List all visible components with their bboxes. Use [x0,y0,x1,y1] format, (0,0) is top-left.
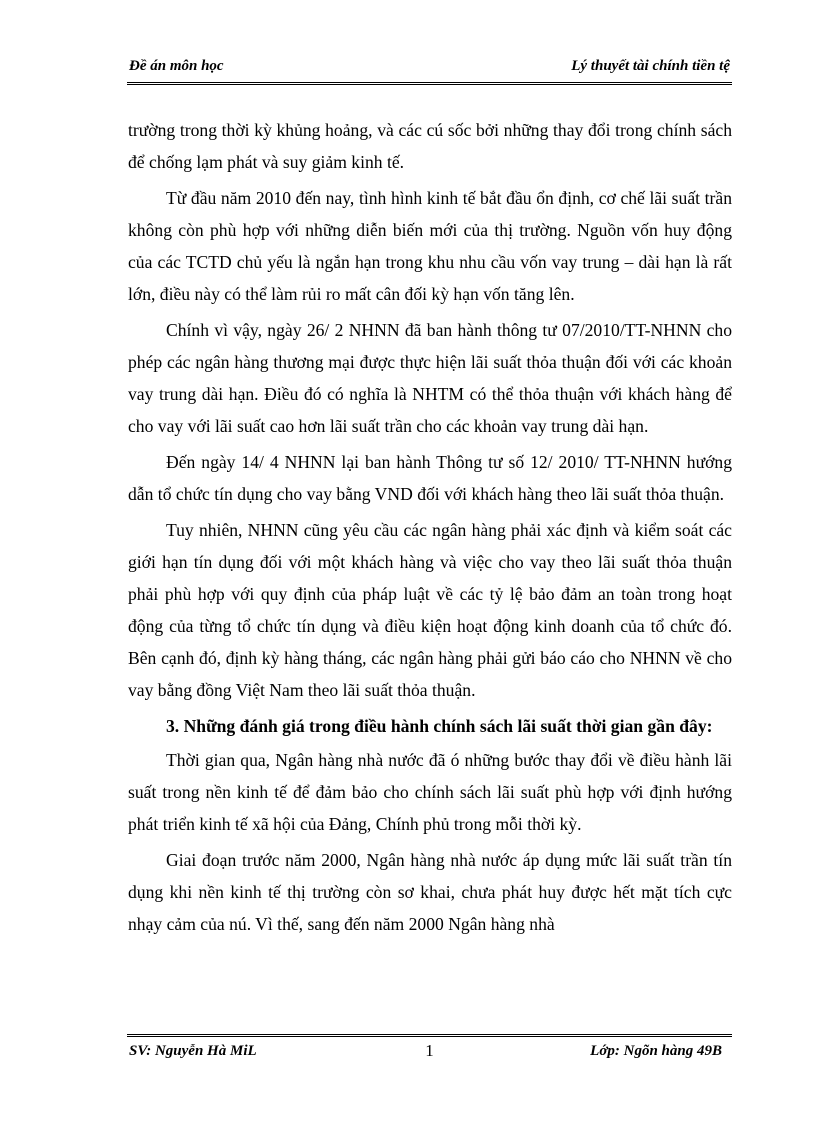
page-footer [127,1034,732,1065]
page-number: 1 [425,1041,434,1060]
section-heading: 3. Những đánh giá trong điều hành chính sách lãi suất thời gian gần đây: [166,716,713,736]
document-body [128,114,732,944]
footer-class-name: Lớp: Ngõn hàng 49B [590,1043,722,1059]
paragraph: Tuy nhiên, NHNN cũng yêu cầu các ngân hàng phải xác định và kiểm soát các giới hạn tín dụng đối với một khách hàng và việc cho vay theo lãi suất thỏa thuận phải phù hợp với quy định của pháp luật về các tỷ lệ bảo đảm an toàn trong hoạt động của từng tổ chức tín dụng và điều kiện hoạt động kinh doanh của tổ chức đó. Bên cạnh đó, định kỳ hàng tháng, các ngân hàng phải gửi báo cáo cho NHNN về cho vay bằng đồng Việt Nam theo lãi suất thỏa thuận. [128,520,732,700]
header-subject-title: Lý thuyết tài chính tiền tệ [571,58,730,74]
paragraph: Đến ngày 14/ 4 NHNN lại ban hành Thông tư số 12/ 2010/ TT-NHNN hướng dẫn tổ chức tín dụng cho vay bằng VND đối với khách hàng theo lãi suất thỏa thuận. [128,452,732,504]
header-course-title: Đề án môn học [129,58,224,74]
footer-student-name: SV: Nguyễn Hà MiL [129,1043,257,1059]
paragraph: Chính vì vậy, ngày 26/ 2 NHNN đã ban hành thông tư 07/2010/TT-NHNN cho phép các ngân hàng thương mại được thực hiện lãi suất thỏa thuận đối với các khoản vay trung dài hạn. Điều đó có nghĩa là NHTM có thể thỏa thuận với khách hàng để cho vay với lãi suất cao hơn lãi suất trần cho các khoản vay trung dài hạn. [128,320,732,436]
paragraph: Từ đầu năm 2010 đến nay, tình hình kinh tế bắt đầu ổn định, cơ chế lãi suất trần không còn phù hợp với những diễn biến mới của thị trường. Nguồn vốn huy động của các TCTD chủ yếu là ngắn hạn trong khu nhu cầu vốn vay trung – dài hạn là rất lớn, điều này có thể làm rủi ro mất cân đối kỳ hạn vốn tăng lên. [128,188,732,304]
page-header [127,52,732,85]
paragraph: Giai đoạn trước năm 2000, Ngân hàng nhà nước áp dụng mức lãi suất trần tín dụng khi nền kinh tế thị trường còn sơ khai, chưa phát huy được hết mặt tích cực nhạy cảm của nú. Vì thế, sang đến năm 2000 Ngân hàng nhà [128,850,732,934]
paragraph-continued: trường trong thời kỳ khủng hoảng, và các cú sốc bởi những thay đổi trong chính sách để chống lạm phát và suy giảm kinh tế. [128,120,732,172]
paragraph: Thời gian qua, Ngân hàng nhà nước đã ó những bước thay đổi về điều hành lãi suất trong nền kinh tế để đảm bảo cho chính sách lãi suất phù hợp với định hướng phát triển kinh tế xã hội của Đảng, Chính phủ trong mỗi thời kỳ. [128,750,732,834]
